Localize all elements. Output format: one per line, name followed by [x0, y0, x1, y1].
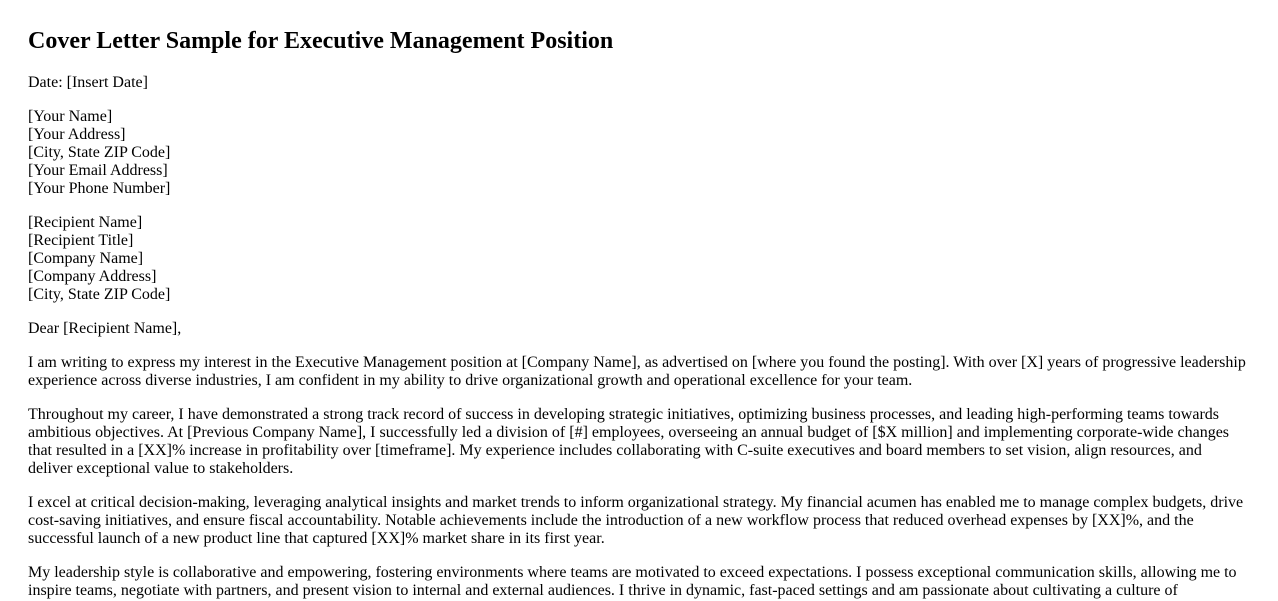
- recipient-street: [Company Address]: [28, 268, 157, 285]
- sender-name: [Your Name]: [28, 108, 113, 125]
- sender-phone: [Your Phone Number]: [28, 180, 171, 197]
- recipient-company: [Company Name]: [28, 250, 144, 267]
- page-title: Cover Letter Sample for Executive Management Position: [28, 28, 614, 54]
- sender-city: [City, State ZIP Code]: [28, 144, 171, 161]
- body-paragraph-intro: I am writing to express my interest in the Executive Management position at [Company Name], as advertised on [where you found the posting]. With over [X] years of progressive leadership experience across diverse industries, I am confident in my ability to drive organizational growth and operational excellence for your team.: [28, 354, 1246, 389]
- recipient-title: [Recipient Title]: [28, 232, 134, 249]
- recipient-name: [Recipient Name]: [28, 214, 143, 231]
- body-paragraph-experience: Throughout my career, I have demonstrated a strong track record of success in developing strategic initiatives, optimizing business processes, and leading high-performing teams towards ambitious objectives. At [Previous Company Name], I successfully led a division of [#] employees, overseeing an annual budget of [$X million] and implementing corporate-wide changes that resulted in a [XX]% increase in profitability over [timeframe]. My experience includes collaborating with C-suite executives and board members to set vision, align resources, and deliver exceptional value to stakeholders.: [28, 406, 1230, 477]
- letter-date: Date: [Insert Date]: [28, 74, 148, 91]
- body-paragraph-leadership: My leadership style is collaborative and empowering, fostering environments where teams are motivated to exceed expectations. I possess exceptional communication skills, allowing me to inspire teams, negotiate with partners, and present vision to internal and external audiences. I thrive in dynamic, fast-paced settings and am passionate about cultivating a culture of: [28, 564, 1237, 599]
- recipient-address: [28, 214, 1250, 304]
- salutation: Dear [Recipient Name],: [28, 320, 182, 337]
- sender-email: [Your Email Address]: [28, 162, 168, 179]
- sender-address: [28, 108, 1250, 198]
- recipient-city: [City, State ZIP Code]: [28, 286, 171, 303]
- letter-page: [28, 27, 1250, 600]
- body-paragraph-skills: I excel at critical decision-making, leveraging analytical insights and market trends to inform organizational strategy. My financial acumen has enabled me to manage complex budgets, drive cost-saving initiatives, and ensure fiscal accountability. Notable achievements include the introduction of a new workflow process that reduced overhead expenses by [XX]%, and the successful launch of a new product line that captured [XX]% market share in its first year.: [28, 494, 1244, 547]
- sender-street: [Your Address]: [28, 126, 126, 143]
